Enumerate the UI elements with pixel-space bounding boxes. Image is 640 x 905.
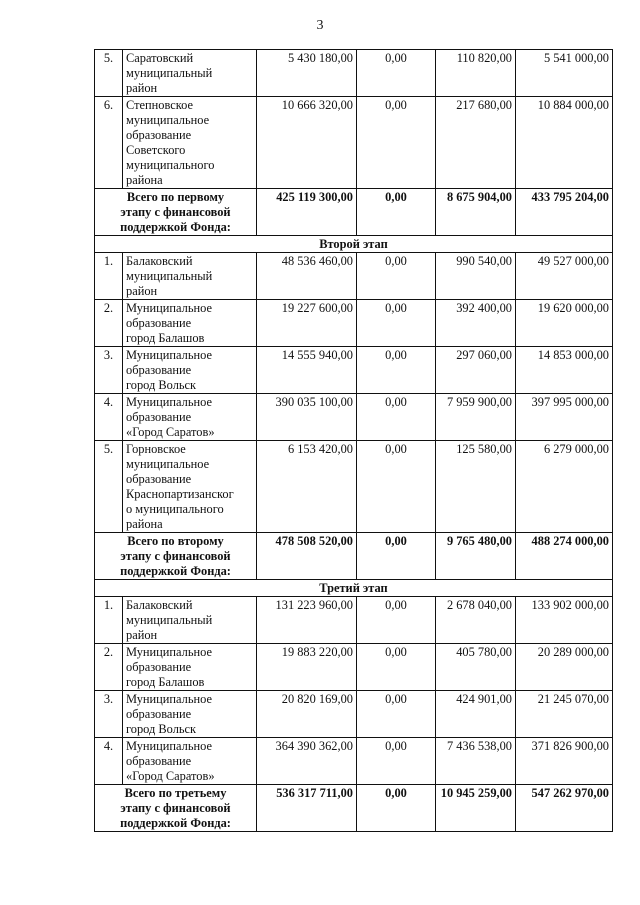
page-number: 3 <box>316 18 324 33</box>
total-label-line: этапу с финансовой <box>120 801 231 815</box>
municipality-name <box>123 300 257 347</box>
total-amount-cell: 397 995 000,00 <box>516 394 613 441</box>
municipality-name-line: город Вольск <box>126 722 197 736</box>
municipality-name-line: город Вольск <box>126 378 197 392</box>
stage-header-row <box>95 236 613 253</box>
regional-budget-cell: 0,00 <box>357 785 436 832</box>
local-budget-cell: 8 675 904,00 <box>436 189 516 236</box>
total-amount-cell: 10 884 000,00 <box>516 97 613 189</box>
fund-amount-cell: 536 317 711,00 <box>257 785 357 832</box>
local-budget-cell: 2 678 040,00 <box>436 597 516 644</box>
total-amount-cell: 6 279 000,00 <box>516 441 613 533</box>
municipality-name-line: «Город Саратов» <box>126 769 215 783</box>
municipality-name-line: образование <box>126 754 192 768</box>
regional-budget-cell: 0,00 <box>357 644 436 691</box>
municipality-name-line: Муниципальное <box>126 395 212 409</box>
municipality-name-line: Муниципальное <box>126 301 212 315</box>
total-label <box>95 189 257 236</box>
regional-budget-cell: 0,00 <box>357 691 436 738</box>
local-budget-cell: 297 060,00 <box>436 347 516 394</box>
municipality-name-line: Краснопартизанског <box>126 487 234 501</box>
municipality-name <box>123 347 257 394</box>
table-row <box>95 394 613 441</box>
municipality-name-line: Муниципальное <box>126 645 212 659</box>
municipality-name-line: Балаковский <box>126 598 193 612</box>
regional-budget-cell: 0,00 <box>357 533 436 580</box>
table-row <box>95 347 613 394</box>
municipality-name-line: Степновское <box>126 98 193 112</box>
municipality-name-line: муниципального <box>126 158 215 172</box>
stage-total-row <box>95 785 613 832</box>
stage-header-row <box>95 580 613 597</box>
municipality-name-line: город Балашов <box>126 331 205 345</box>
municipality-name-line: образование <box>126 660 192 674</box>
regional-budget-cell: 0,00 <box>357 441 436 533</box>
row-number: 3. <box>95 347 123 394</box>
total-label <box>95 533 257 580</box>
regional-budget-cell: 0,00 <box>357 253 436 300</box>
table-row <box>95 644 613 691</box>
stage-title: Третий этап <box>95 580 613 597</box>
stage-total-row <box>95 189 613 236</box>
table-row <box>95 597 613 644</box>
total-label-line: поддержкой Фонда: <box>120 220 231 234</box>
total-label-line: поддержкой Фонда: <box>120 564 231 578</box>
municipality-name-line: муниципальное <box>126 457 210 471</box>
total-label-line: Всего по третьему <box>124 786 227 800</box>
regional-budget-cell: 0,00 <box>357 300 436 347</box>
municipality-name <box>123 691 257 738</box>
regional-budget-cell: 0,00 <box>357 189 436 236</box>
municipality-name <box>123 50 257 97</box>
municipality-name <box>123 597 257 644</box>
municipality-name-line: «Город Саратов» <box>126 425 215 439</box>
municipality-name <box>123 644 257 691</box>
local-budget-cell: 217 680,00 <box>436 97 516 189</box>
total-amount-cell: 20 289 000,00 <box>516 644 613 691</box>
local-budget-cell: 392 400,00 <box>436 300 516 347</box>
regional-budget-cell: 0,00 <box>357 738 436 785</box>
local-budget-cell: 424 901,00 <box>436 691 516 738</box>
fund-amount-cell: 20 820 169,00 <box>257 691 357 738</box>
funding-table-body <box>95 50 613 832</box>
total-label-line: этапу с финансовой <box>120 205 231 219</box>
total-amount-cell: 19 620 000,00 <box>516 300 613 347</box>
municipality-name-line: образование <box>126 316 192 330</box>
table-row <box>95 50 613 97</box>
municipality-name-line: образование <box>126 472 192 486</box>
municipality-name-line: Советского <box>126 143 186 157</box>
table-row <box>95 97 613 189</box>
fund-amount-cell: 19 227 600,00 <box>257 300 357 347</box>
municipality-name-line: о муниципального <box>126 502 224 516</box>
local-budget-cell: 10 945 259,00 <box>436 785 516 832</box>
total-label-line: этапу с финансовой <box>120 549 231 563</box>
table-row <box>95 738 613 785</box>
table-row <box>95 691 613 738</box>
row-number: 3. <box>95 691 123 738</box>
fund-amount-cell: 364 390 362,00 <box>257 738 357 785</box>
local-budget-cell: 110 820,00 <box>436 50 516 97</box>
local-budget-cell: 7 436 538,00 <box>436 738 516 785</box>
municipality-name-line: района <box>126 517 163 531</box>
municipality-name-line: образование <box>126 707 192 721</box>
municipality-name <box>123 441 257 533</box>
local-budget-cell: 990 540,00 <box>436 253 516 300</box>
regional-budget-cell: 0,00 <box>357 394 436 441</box>
total-amount-cell: 49 527 000,00 <box>516 253 613 300</box>
fund-amount-cell: 48 536 460,00 <box>257 253 357 300</box>
funding-table <box>94 49 613 832</box>
fund-amount-cell: 425 119 300,00 <box>257 189 357 236</box>
table-row <box>95 253 613 300</box>
total-amount-cell: 21 245 070,00 <box>516 691 613 738</box>
municipality-name-line: Муниципальное <box>126 348 212 362</box>
total-label <box>95 785 257 832</box>
municipality-name-line: Муниципальное <box>126 692 212 706</box>
row-number: 6. <box>95 97 123 189</box>
total-amount-cell: 5 541 000,00 <box>516 50 613 97</box>
municipality-name <box>123 97 257 189</box>
fund-amount-cell: 390 035 100,00 <box>257 394 357 441</box>
regional-budget-cell: 0,00 <box>357 97 436 189</box>
regional-budget-cell: 0,00 <box>357 597 436 644</box>
municipality-name-line: район <box>126 628 158 642</box>
row-number: 5. <box>95 441 123 533</box>
fund-amount-cell: 478 508 520,00 <box>257 533 357 580</box>
row-number: 1. <box>95 253 123 300</box>
municipality-name-line: муниципальный <box>126 66 213 80</box>
municipality-name <box>123 394 257 441</box>
stage-title: Второй этап <box>95 236 613 253</box>
total-amount-cell: 371 826 900,00 <box>516 738 613 785</box>
municipality-name <box>123 738 257 785</box>
municipality-name-line: образование <box>126 128 192 142</box>
local-budget-cell: 405 780,00 <box>436 644 516 691</box>
fund-amount-cell: 10 666 320,00 <box>257 97 357 189</box>
total-amount-cell: 433 795 204,00 <box>516 189 613 236</box>
municipality-name-line: муниципальное <box>126 113 210 127</box>
municipality-name-line: района <box>126 173 163 187</box>
municipality-name-line: район <box>126 284 158 298</box>
total-label-line: Всего по второму <box>127 534 224 548</box>
municipality-name-line: муниципальный <box>126 269 213 283</box>
fund-amount-cell: 6 153 420,00 <box>257 441 357 533</box>
row-number: 2. <box>95 300 123 347</box>
local-budget-cell: 9 765 480,00 <box>436 533 516 580</box>
municipality-name-line: Балаковский <box>126 254 193 268</box>
total-amount-cell: 488 274 000,00 <box>516 533 613 580</box>
stage-total-row <box>95 533 613 580</box>
municipality-name-line: город Балашов <box>126 675 205 689</box>
fund-amount-cell: 5 430 180,00 <box>257 50 357 97</box>
municipality-name-line: Муниципальное <box>126 739 212 753</box>
fund-amount-cell: 19 883 220,00 <box>257 644 357 691</box>
total-label-line: Всего по первому <box>126 190 225 204</box>
row-number: 4. <box>95 738 123 785</box>
row-number: 4. <box>95 394 123 441</box>
municipality-name-line: муниципальный <box>126 613 213 627</box>
fund-amount-cell: 14 555 940,00 <box>257 347 357 394</box>
local-budget-cell: 125 580,00 <box>436 441 516 533</box>
municipality-name-line: Саратовский <box>126 51 194 65</box>
row-number: 2. <box>95 644 123 691</box>
total-amount-cell: 547 262 970,00 <box>516 785 613 832</box>
total-amount-cell: 133 902 000,00 <box>516 597 613 644</box>
total-amount-cell: 14 853 000,00 <box>516 347 613 394</box>
regional-budget-cell: 0,00 <box>357 50 436 97</box>
municipality-name-line: Горновское <box>126 442 186 456</box>
regional-budget-cell: 0,00 <box>357 347 436 394</box>
local-budget-cell: 7 959 900,00 <box>436 394 516 441</box>
row-number: 1. <box>95 597 123 644</box>
municipality-name-line: образование <box>126 363 192 377</box>
municipality-name <box>123 253 257 300</box>
municipality-name-line: район <box>126 81 158 95</box>
total-label-line: поддержкой Фонда: <box>120 816 231 830</box>
municipality-name-line: образование <box>126 410 192 424</box>
fund-amount-cell: 131 223 960,00 <box>257 597 357 644</box>
table-row <box>95 300 613 347</box>
row-number: 5. <box>95 50 123 97</box>
table-row <box>95 441 613 533</box>
